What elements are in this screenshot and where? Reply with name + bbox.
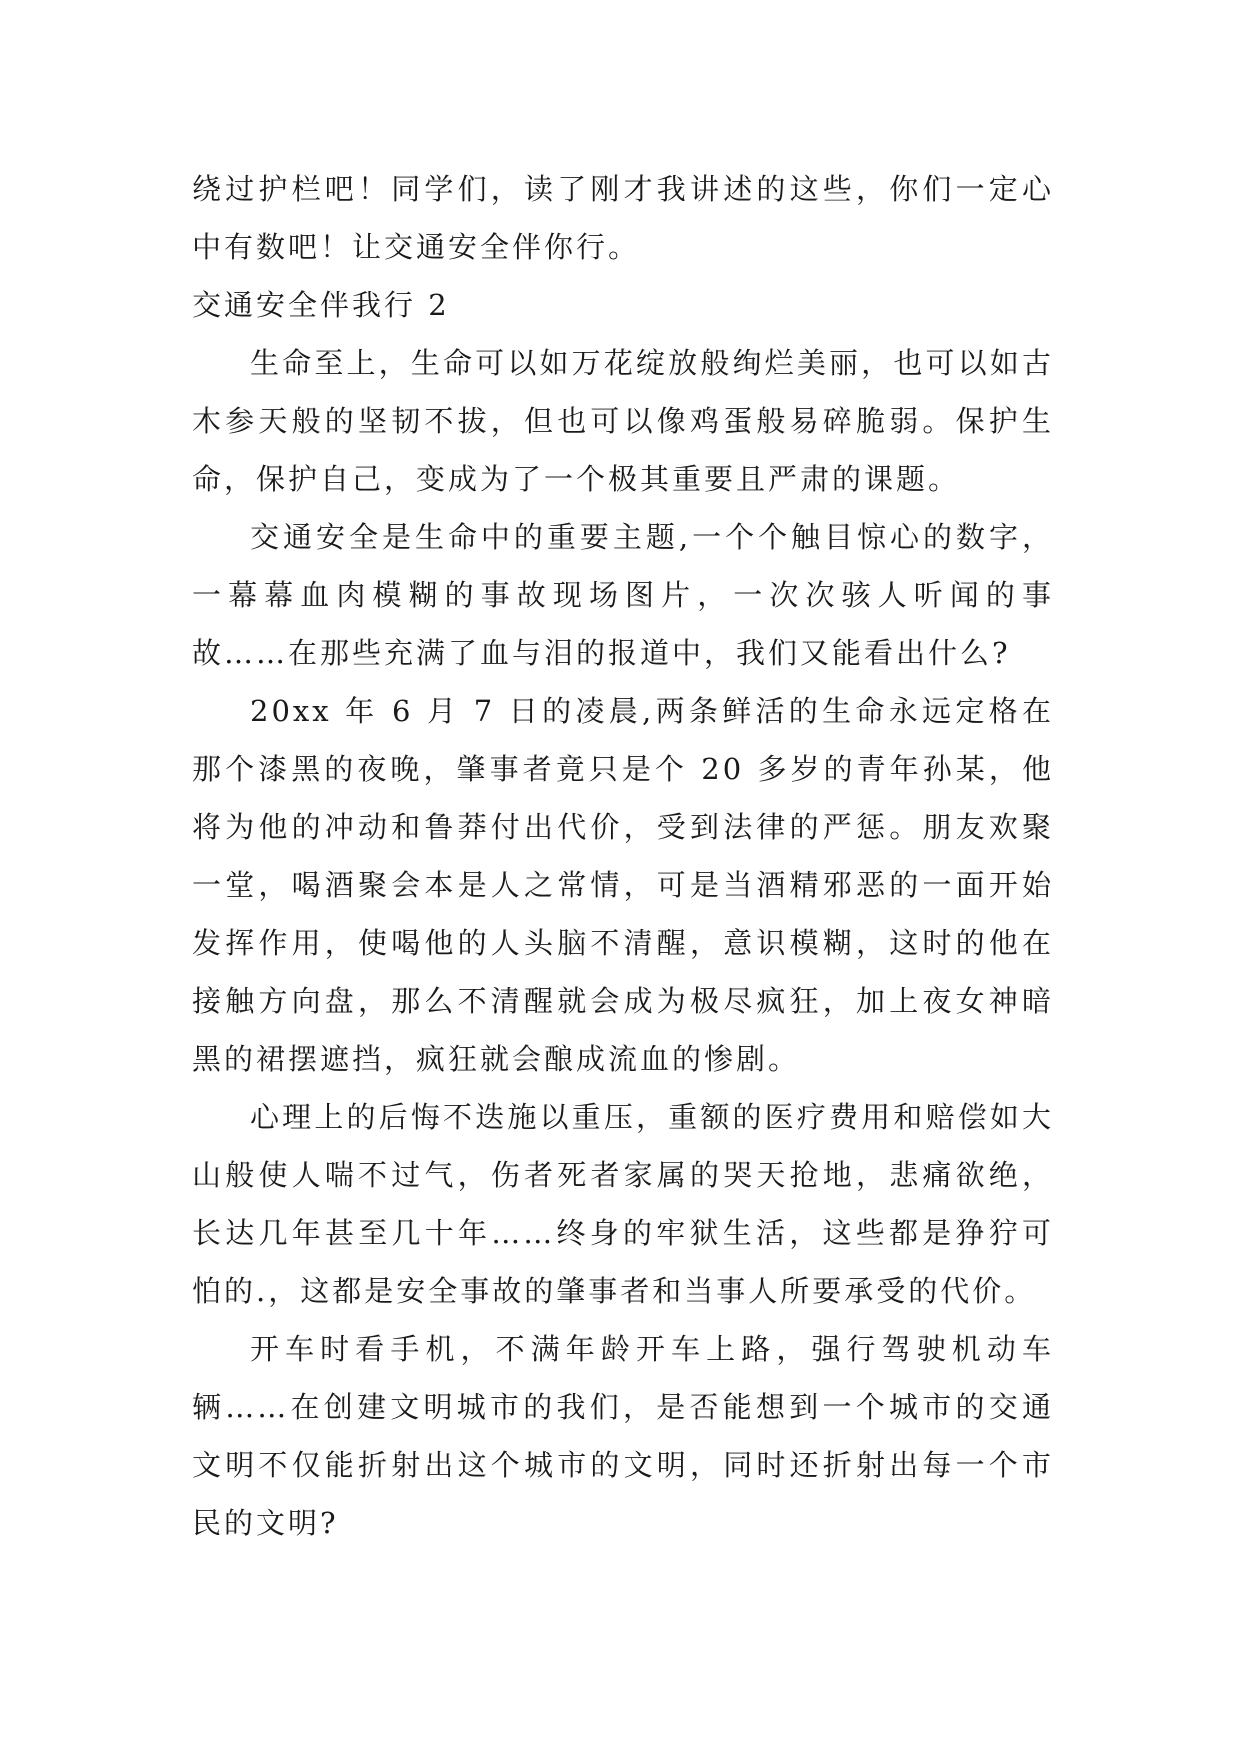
section-heading: 交通安全伴我行 2 (192, 288, 450, 322)
paragraph-civilized-city: 开车时看手机，不满年龄开车上路，强行驾驶机动车辆……在创建文明城市的我们，是否能想到一个城市的交通文明不仅能折射出这个城市的文明，同时还折射出每一个市民的文明? (192, 1332, 1054, 1540)
document-body (192, 160, 1054, 1552)
paragraph-consequences: 心理上的后悔不迭施以重压，重额的医疗费用和赔偿如大山般使人喘不过气，伤者死者家属的哭天抢地，悲痛欲绝，长达几年甚至几十年……终身的牢狱生活，这些都是狰狞可怕的.，这都是安全事故的肇事者和当事人所要承受的代价。 (192, 1100, 1054, 1308)
paragraph-life-first: 生命至上，生命可以如万花绽放般绚烂美丽，也可以如古木参天般的坚韧不拔，但也可以像鸡蛋般易碎脆弱。保护生命，保护自己，变成为了一个极其重要且严肃的课题。 (192, 346, 1054, 496)
paragraph-traffic-safety-theme: 交通安全是生命中的重要主题,一个个触目惊心的数字，一幕幕血肉模糊的事故现场图片，一次次骇人听闻的事故……在那些充满了血与泪的报道中，我们又能看出什么? (192, 520, 1054, 670)
paragraph-continuation: 绕过护栏吧！同学们，读了刚才我讲述的这些，你们一定心中有数吧！让交通安全伴你行。 (192, 172, 1054, 264)
paragraph-accident-story: 20xx 年 6 月 7 日的凌晨,两条鲜活的生命永远定格在那个漆黑的夜晚，肇事者竟只是个 20 多岁的青年孙某，他将为他的冲动和鲁莽付出代价，受到法律的严惩。朋友欢聚一堂，喝酒聚会本是人之常情，可是当酒精邪恶的一面开始发挥作用，使喝他的人头脑不清醒，意识模糊，这时的他在接触方向盘，那么不清醒就会成为极尽疯狂，加上夜女神暗黑的裙摆遮挡，疯狂就会酿成流血的惨剧。 (192, 694, 1054, 1076)
